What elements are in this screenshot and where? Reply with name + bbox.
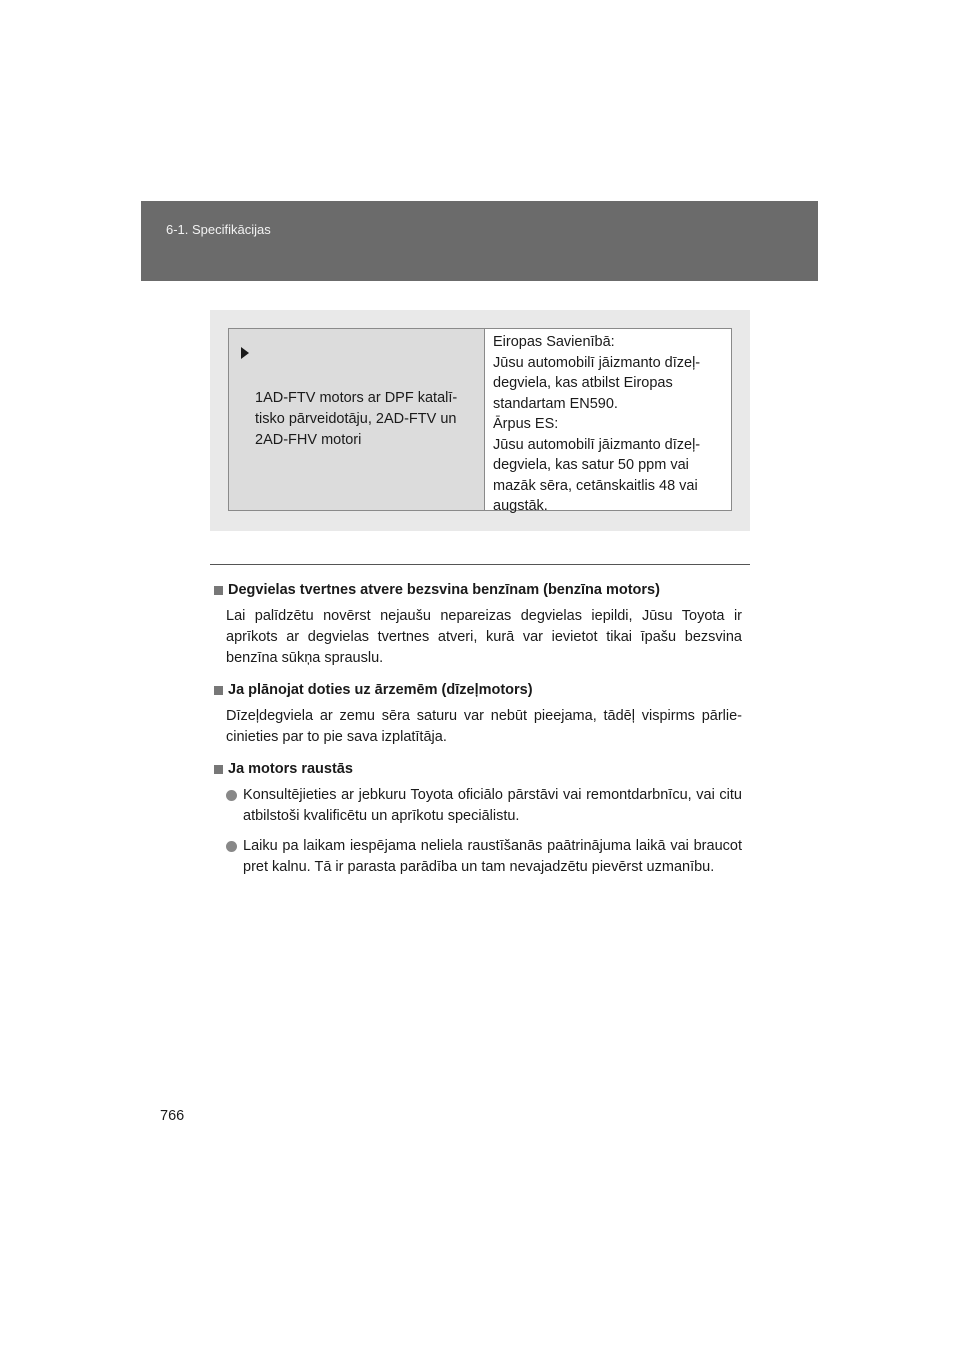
section-heading — [214, 759, 742, 779]
section-divider — [210, 564, 750, 565]
header-bar — [141, 201, 818, 281]
square-bullet-icon — [214, 765, 223, 774]
notes-content — [210, 580, 742, 887]
requirement-line: degviela, kas atbilst Eiropas — [493, 375, 673, 391]
requirement-line: Jūsu automobilī jāizmanto dīzeļ- — [493, 354, 701, 371]
triangle-right-icon — [241, 347, 249, 359]
circle-bullet-icon — [226, 841, 237, 852]
requirement-line: degviela, kas satur 50 ppm vai — [493, 457, 689, 473]
engine-label-line: 1AD-FTV motors ar DPF katalī- — [255, 390, 458, 406]
heading-text: Ja plānojat doties uz ārzemēm (dīzeļmotors) — [228, 682, 533, 698]
requirement-line: augstāk. — [493, 498, 548, 514]
heading-text: Ja motors raustās — [228, 761, 353, 777]
list-item — [226, 785, 742, 827]
heading-text: Degvielas tvertnes atvere bezsvina benzīnam (benzīna motors) — [228, 582, 660, 598]
engine-label-line: tisko pārveidotāju, 2AD-FTV un — [255, 411, 457, 427]
square-bullet-icon — [214, 586, 223, 595]
list-item-text: Konsultējieties ar jebkuru Toyota oficiālo pārstāvi vai remontdarbnīcu, vai citu atbilstoši kvalificētu un aprīkotu speciālistu. — [243, 787, 742, 824]
list-item-text: Laiku pa laikam iespējama neliela raustīšanās paātrinājuma laikā vai braucot pret kalnu. Tā ir parasta parādība un tam nevajadzētu pievērst uzmanību. — [243, 838, 742, 875]
fuel-requirement-cell — [485, 329, 731, 514]
circle-bullet-icon — [226, 790, 237, 801]
square-bullet-icon — [214, 686, 223, 695]
requirement-line: Ārpus ES: — [493, 416, 559, 432]
requirement-line: Eiropas Savienībā: — [493, 334, 615, 350]
section-paragraph: Dīzeļdegviela ar zemu sēra saturu var nebūt pieejama, tādēļ vispirms pārliecinieties par to pie sava izplatītāja. — [226, 708, 742, 745]
engine-label-line: 2AD-FHV motori — [255, 432, 362, 448]
fuel-spec-table — [228, 328, 732, 514]
section-heading — [214, 680, 742, 700]
section-paragraph: Lai palīdzētu novērst nejaušu nepareizas degvielas iepildi, Jūsu Toyota ir aprīkots ar degvielas tvertnes atveri, kurā var ievietot tikai īpašu bezsvina benzīna sūkņa sprauslu. — [226, 608, 742, 666]
page-number: 766 — [160, 1108, 185, 1124]
requirement-line: standartam EN590. — [493, 395, 618, 412]
fuel-spec-panel — [210, 310, 750, 531]
requirement-line: Jūsu automobilī jāizmanto dīzeļ- — [493, 436, 701, 453]
list-item — [226, 836, 742, 878]
requirement-line: mazāk sēra, cetānskaitlis 48 vai — [493, 477, 698, 494]
section-heading — [214, 580, 742, 600]
section-title: 6-1. Specifikācijas — [166, 222, 271, 237]
engine-cell — [229, 329, 485, 510]
engine-label — [255, 388, 457, 451]
